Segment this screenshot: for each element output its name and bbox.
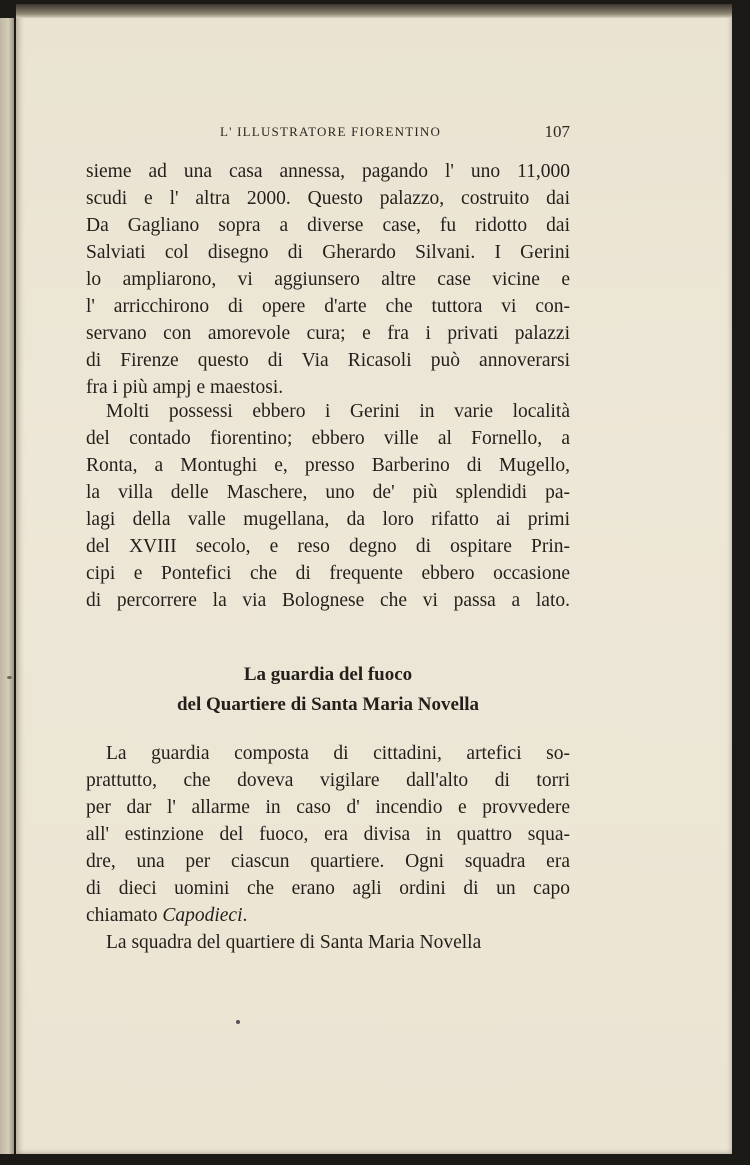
text-line: la villa delle Maschere, uno de' più splendidi pa- xyxy=(86,482,570,503)
text-line: lagi della valle mugellana, da loro rifatto ai primi xyxy=(86,509,570,530)
text-line: servano con amorevole cura; e fra i privati palazzi xyxy=(86,323,570,344)
text-line: di dieci uomini che erano agli ordini di un capo xyxy=(86,878,570,899)
text-line: all' estinzione del fuoco, era divisa in quattro squa- xyxy=(86,824,570,845)
paragraph-gerini-possessions xyxy=(86,398,570,614)
text-line: scudi e l' altra 2000. Questo palazzo, costruito dai xyxy=(86,188,570,209)
page-header xyxy=(190,122,570,144)
text-line: del contado fiorentino; ebbero ville al Fornello, a xyxy=(86,428,570,449)
page-top-edge xyxy=(16,4,732,18)
text-line: La guardia composta di cittadini, artefici so- xyxy=(106,743,570,764)
text-line: La squadra del quartiere di Santa Maria Novella xyxy=(106,932,482,953)
text-line: dre, una per ciascun quartiere. Ogni squadra era xyxy=(86,851,570,872)
text-line: prattutto, che doveva vigilare dall'alto di torri xyxy=(86,770,570,791)
text-line: Ronta, a Montughi e, presso Barberino di Mugello, xyxy=(86,455,570,476)
section-heading-line2: del Quartiere di Santa Maria Novella xyxy=(176,694,480,715)
text-fragment: chiamato xyxy=(86,905,163,926)
text-line: Molti possessi ebbero i Gerini in varie località xyxy=(106,401,570,422)
text-line: del XVIII secolo, e reso degno di ospitare Prin- xyxy=(86,536,570,557)
text-line: l' arricchirono di opere d'arte che tuttora vi con- xyxy=(86,296,570,317)
text-line: lo ampliarono, vi aggiunsero altre case vicine e xyxy=(86,269,570,290)
italic-term: Capodieci xyxy=(162,905,243,926)
text-line: di percorrere la via Bolognese che vi passa a lato. xyxy=(86,590,570,611)
text-line: di Firenze questo di Via Ricasoli può annoverarsi xyxy=(86,350,570,371)
previous-page-edge xyxy=(0,18,14,1154)
section-heading-line1: La guardia del fuoco xyxy=(243,664,413,685)
text-line: fra i più ampj e maestosi. xyxy=(86,377,284,398)
paragraph-squadra xyxy=(86,929,570,956)
paragraph-fire-guard xyxy=(86,740,570,929)
paragraph-continued xyxy=(86,158,570,401)
text-line: per dar l' allarme in caso d' incendio e provvedere xyxy=(86,797,570,818)
ink-speck xyxy=(7,676,12,679)
page-number: 107 xyxy=(544,122,570,141)
running-title: L' ILLUSTRATORE FIORENTINO xyxy=(220,124,442,139)
text-line: cipi e Pontefici che di frequente ebbero occasione xyxy=(86,563,570,584)
text-line: Da Gagliano sopra a diverse case, fu ridotto dai xyxy=(86,215,570,236)
text-line: Salviati col disegno di Gherardo Silvani. I Gerini xyxy=(86,242,570,263)
text-fragment: . xyxy=(242,905,248,926)
text-line xyxy=(86,902,570,929)
text-line: sieme ad una casa annessa, pagando l' uno 11,000 xyxy=(86,161,570,182)
ink-speck xyxy=(236,1020,240,1024)
